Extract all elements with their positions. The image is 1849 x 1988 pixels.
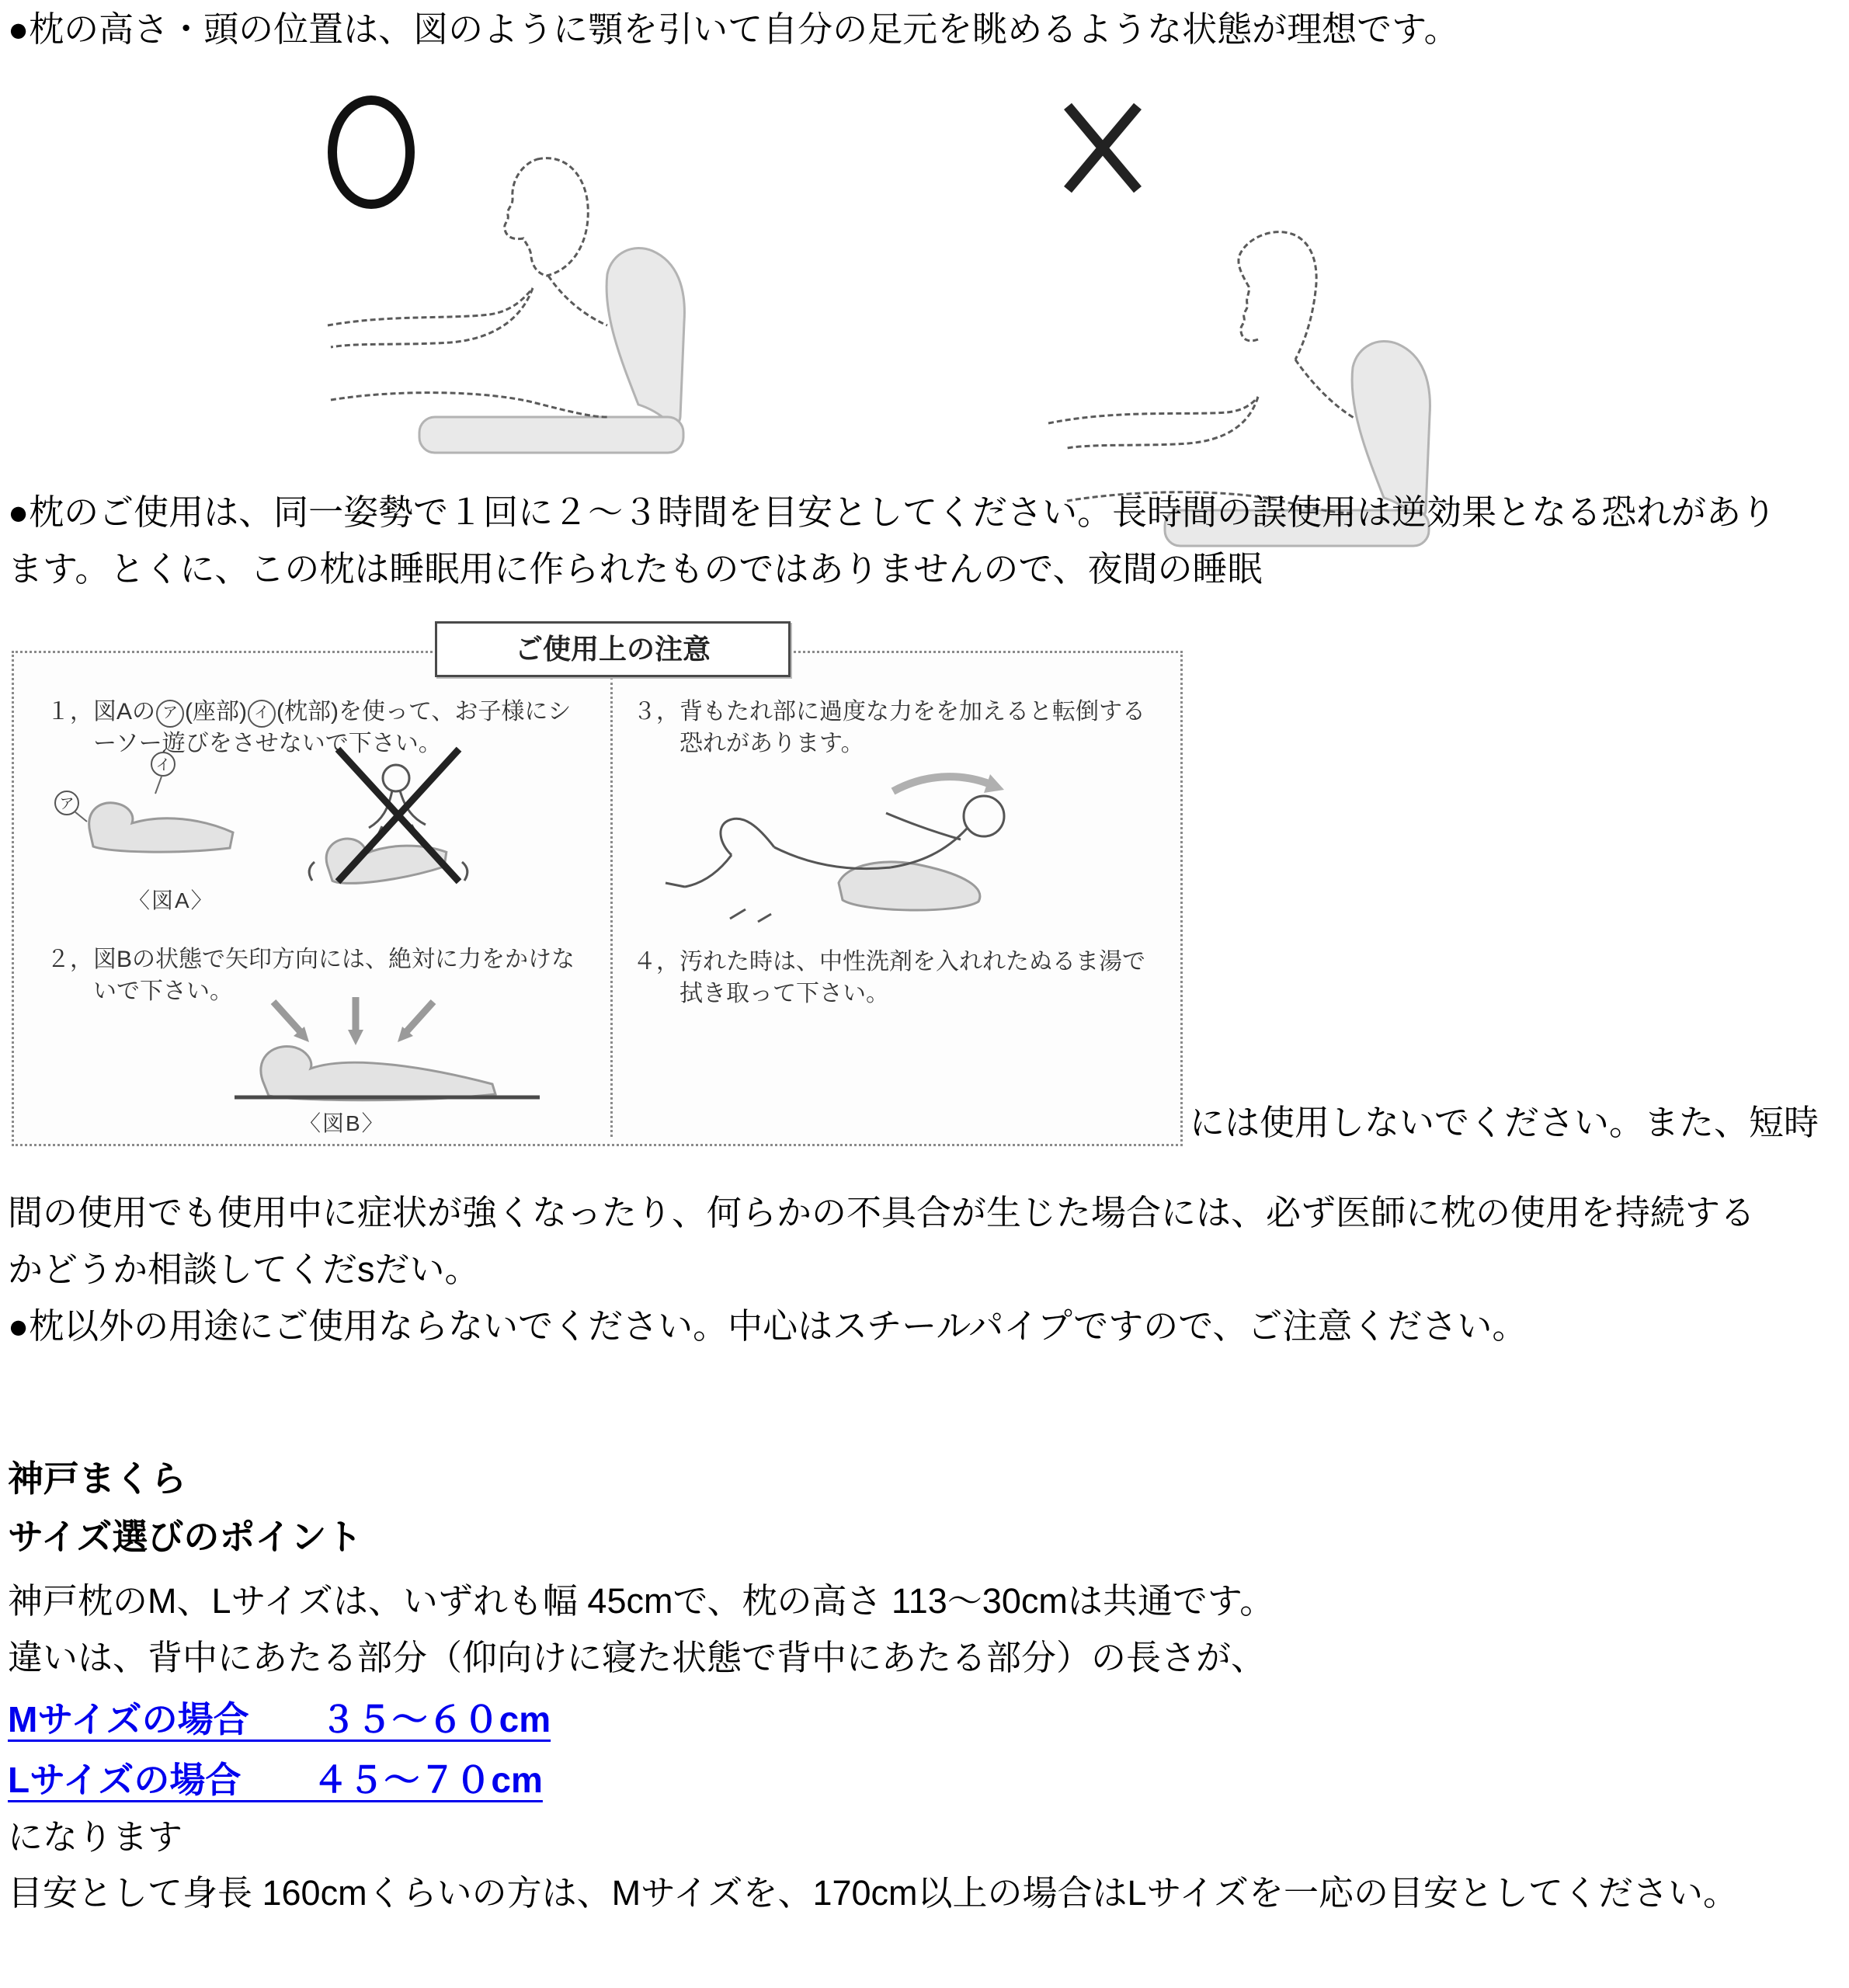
pillow-side-view-icon <box>55 752 233 852</box>
figure-a-illustration <box>47 746 582 889</box>
person-head-back-icon <box>1048 232 1355 513</box>
size-section-subtitle: サイズ選びのポイント <box>8 1517 363 1557</box>
circled-i-icon: イ <box>248 700 276 728</box>
wrap-text: には使用しないでください。また、短時 <box>1190 1103 1819 1142</box>
size-para-3: になります <box>8 1817 183 1857</box>
caution-item-2-number: ２， <box>47 947 93 972</box>
posture-figure-correct <box>256 66 691 454</box>
caution-item-4-number: ４， <box>633 949 679 975</box>
caution-item-2-text: 図Bの状態で矢印方向には、絶対に力をかけないで下さい。 <box>93 947 575 1004</box>
incorrect-mark-icon <box>1056 101 1149 194</box>
crossed-out-child-icon <box>309 752 467 889</box>
usage-line-2: ます。とくに、この枕は睡眠用に作られたものではありませんので、夜間の睡眠 <box>8 549 1263 589</box>
correct-mark-icon <box>328 96 415 209</box>
posture-correct-illustration <box>256 66 691 454</box>
caution-item-4-text: 汚れた時は、中性洗剤を入れれたぬるま湯で拭き取って下さい。 <box>679 949 1145 1006</box>
svg-text:イ: イ <box>155 757 171 773</box>
caution-item-4 <box>633 946 1161 1010</box>
svg-text:ア: ア <box>59 796 75 812</box>
caution-item-1-text: 図Aの ア (座部) イ (枕部)を使って、お子様にシーソー遊びをさせないで下さい。 <box>93 699 572 756</box>
after-line-3: かどうか相談してくだsだい。 <box>8 1249 480 1289</box>
chair-pillow-icon <box>419 248 684 453</box>
circled-a-icon: ア <box>156 700 184 728</box>
size-para-1: 神戸枕のM、Lサイズは、いずれも幅 45cmで、枕の高さ 113～30cmは共通です。 <box>8 1581 1275 1621</box>
downward-arrows-icon <box>273 997 433 1045</box>
size-para-2: 違いは、背中にあたる部分（仰向けに寝た状態で背中にあたる部分）の長さが、 <box>8 1638 1267 1677</box>
figure-b-label: 〈図B〉 <box>299 1111 385 1135</box>
after-line-2: 間の使用でも使用中に症状が強くなったり、何らかの不具合が生じた場合には、必ず医師に枕の使用を持続する <box>8 1193 1756 1232</box>
caution-box-title: ご使用上の注意 <box>435 621 791 677</box>
tilt-warning-arrow-icon <box>893 774 1004 793</box>
size-para-4: 目安として身長 160cmくらいの方は、Mサイズを、170cm以上の場合はLサイズを一応の目安としてください。 <box>8 1873 1738 1913</box>
caution-item-3 <box>633 696 1161 759</box>
after-line-4: ●枕以外の用途にご使用ならないでください。中心はスチールパイプですので、ご注意ください。 <box>8 1306 1528 1346</box>
figure-b-illustration <box>225 996 559 1108</box>
pillow-pressed-icon <box>235 1046 540 1100</box>
size-m-link[interactable]: Mサイズの場合 ３５～６０cm <box>8 1699 551 1740</box>
size-section-title: 神戸まくら <box>8 1458 186 1499</box>
caution-box-divider <box>610 677 613 1137</box>
tip-over-illustration <box>648 765 1145 932</box>
caution-item-3-text: 背もたれ部に過度な力をを加えると転倒する恐れがあります。 <box>679 699 1145 756</box>
size-l-link[interactable]: Lサイズの場合 ４５～７０cm <box>8 1760 543 1800</box>
caution-item-1-number: １， <box>47 699 93 725</box>
usage-line-1: ●枕のご使用は、同一姿勢で１回に２～３時間を目安としてください。長時間の誤使用は逆効果となる恐れがあり <box>8 492 1777 532</box>
caution-item-3-number: ３， <box>633 699 679 725</box>
posture-figure-incorrect <box>1002 66 1437 454</box>
figure-a-label: 〈図A〉 <box>128 888 214 912</box>
intro-line-1: ●枕の高さ・頭の位置は、図のように顎を引いて自分の足元を眺めるような状態が理想です。 <box>8 9 1459 49</box>
